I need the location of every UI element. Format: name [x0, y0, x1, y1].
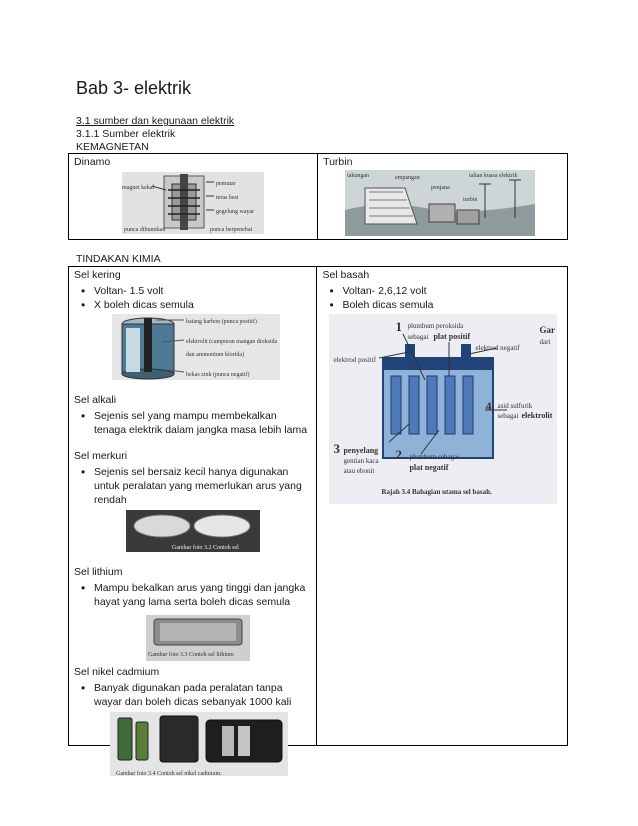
sel-alkali-bullet: • Sejenis sel yang mampu membekalkan tenaga elektrik dalam jangka masa lebih lama	[94, 409, 311, 437]
sel-nikel-list	[74, 681, 311, 709]
label-magnet-kekal: magnet kekal	[122, 185, 155, 191]
sel-kering-heading: Sel kering	[74, 269, 121, 281]
sel-lithium-bullet: • Mampu bekalkan arus yang tinggi dan jangka hayat yang lama serta boleh dicas semula	[94, 581, 311, 609]
sel-kering-bullet: • X boleh dicas semula	[94, 298, 311, 312]
wet-cell-number-3: 3	[333, 441, 340, 456]
label-pemutar: pemutar	[216, 181, 236, 187]
wet-cell-number-2: 2	[395, 447, 402, 462]
sel-lithium-image	[146, 615, 250, 661]
sel-alkali-heading: Sel alkali	[74, 394, 117, 406]
wet-cell-label-plumbum-sebagai: plumbum sebagai	[409, 453, 460, 461]
label-talian-kuasa: talian kuasa elektrik	[469, 173, 518, 179]
sel-basah-list	[322, 284, 562, 312]
label-bekas-zink: bekas zink (punca negatif)	[186, 372, 250, 378]
wet-cell-label-elektrod-negatif: elektrod negatif	[475, 344, 520, 352]
subsection-heading: 3.1.1 Sumber elektrik	[76, 128, 176, 140]
label-penjana: penjana	[431, 185, 450, 191]
wet-cell-label-sebagai-4: sebagai	[497, 412, 519, 420]
dinamo-cell	[69, 154, 318, 240]
turbin-heading: Turbin	[323, 156, 353, 168]
left-cells-column	[69, 267, 317, 776]
kemagnetan-label: KEMAGNETAN	[76, 141, 149, 153]
wet-cell-caption: Rajah 3.4 Bahagian utama sel basah.	[381, 488, 492, 496]
wet-cell-edge-text-2: dari	[539, 338, 551, 346]
wet-cell-number-1: 1	[395, 319, 402, 334]
sel-merkuri-caption: Gambar foto 3.2 Contoh sel	[172, 545, 239, 551]
sel-basah-bullet: • Voltan- 2,6,12 volt	[342, 284, 562, 298]
sel-kering-image	[112, 314, 280, 380]
turbin-cell	[318, 154, 568, 240]
wet-cell-label-asid-sulfurik: asid sulfurik	[497, 402, 533, 410]
label-punca-berpenebat: punca berpenebat	[210, 227, 253, 233]
label-turbin: turbin	[463, 197, 478, 203]
sel-merkuri-heading: Sel merkuri	[74, 450, 128, 462]
sel-alkali-list	[74, 409, 311, 437]
wet-cell-label-plat-negatif: plat negatif	[409, 463, 449, 472]
label-takungan: takungan	[347, 173, 370, 179]
sel-kering-list	[74, 284, 311, 312]
label-empangan: empangan	[395, 175, 420, 181]
sel-basah-bullet: • Boleh dicas semula	[342, 298, 562, 312]
wet-cell-label-elektrod-positif: elektrod positif	[333, 356, 377, 364]
sel-merkuri-image	[126, 510, 260, 552]
wet-cell-label-elektrolit: elektrolit	[521, 411, 553, 420]
sel-merkuri-list	[74, 465, 311, 507]
sel-nikel-caption: Gambar foto 3.4 Contoh sel nikel cadmium.	[116, 771, 222, 776]
wet-cell-edge-text-1: Gar	[539, 325, 555, 335]
wet-cell-label-plumbum-peroksida: plumbum peroksida	[407, 322, 464, 330]
wet-cell-number-4: 4	[485, 399, 492, 413]
wet-cell-label-atau-ebonit: atau ebonit	[343, 467, 375, 475]
nickel-cadmium-photo	[110, 712, 288, 776]
label-batang-karbon: batang karbon (punca positif)	[186, 319, 257, 325]
sel-basah-heading: Sel basah	[322, 269, 370, 281]
sel-merkuri-bullet: • Sejenis sel bersaiz kecil hanya digunakan untuk peralatan yang memerlukan arus yang rendah	[94, 465, 311, 507]
kimia-table	[68, 266, 568, 776]
sel-basah-diagram	[329, 314, 557, 504]
wet-cell-label-gentian-kaca: gentian kaca	[343, 457, 379, 465]
label-gegelung-wayar: gegelung wayar	[216, 209, 255, 215]
kemagnetan-table	[68, 153, 568, 240]
label-punca-dibumikan: punca dibumikan	[124, 227, 166, 233]
label-elektrolit: elektrolit (campuran mangan dioksida dan ammonium klorida)	[186, 339, 278, 358]
page-title: Bab 3- elektrik	[76, 78, 192, 98]
turbin-image	[345, 170, 535, 236]
wet-cell-label-penyelang: penyelang	[343, 446, 379, 455]
sel-nikel-image	[110, 712, 288, 776]
sel-nikel-heading: Sel nikel cadmium	[74, 666, 160, 678]
label-teras-besi: teras besi	[216, 195, 239, 201]
dinamo-image	[122, 172, 264, 234]
section-heading: 3.1 sumber dan kegunaan elektrik	[76, 115, 235, 127]
sel-nikel-bullet: • Banyak digunakan pada peralatan tanpa wayar dan boleh dicas sebanyak 1000 kali	[94, 681, 311, 709]
kimia-label: TINDAKAN KIMIA	[76, 253, 161, 265]
sel-basah-cell	[317, 267, 568, 746]
sel-lithium-heading: Sel lithium	[74, 566, 123, 578]
sel-lithium-caption: Gambar foto 3.3 Contoh sel lithium	[148, 652, 234, 658]
dinamo-heading: Dinamo	[74, 156, 111, 168]
sel-lithium-list	[74, 581, 311, 609]
wet-cell-label-plat-positif: plat positif	[433, 332, 471, 341]
sel-kering-bullet: • Voltan- 1.5 volt	[94, 284, 311, 298]
wet-cell-label-sebagai-1: sebagai	[407, 333, 429, 341]
